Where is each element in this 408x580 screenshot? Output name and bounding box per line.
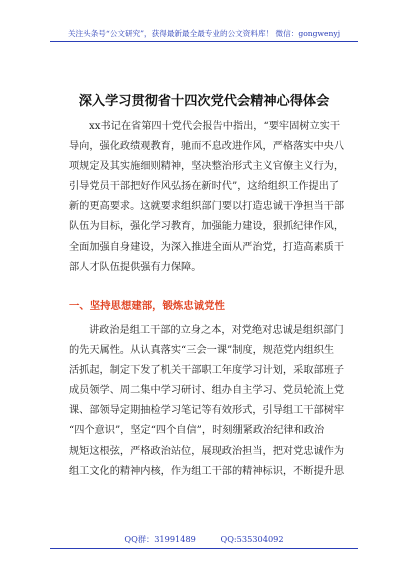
paragraph-line: xx书记在省第四十党代会报告中指出，“要牢固树立实干 xyxy=(89,121,341,132)
footer-divider xyxy=(50,548,358,549)
paragraph-line: 项规定及其实施细则精神，坚决整治形式主义官僚主义行为， xyxy=(69,161,345,173)
header-divider xyxy=(50,41,358,42)
paragraph-line: 讲政治是组工干部的立身之本，对党绝对忠诚是组织部门 xyxy=(89,325,344,336)
paragraph-line: 规矩这根弦，严格政治站位，展现政治担当，把对党忠诚作为 xyxy=(69,445,345,457)
document-title: 深入学习贯彻省十四次党代会精神心得体会 xyxy=(78,94,330,109)
body-paragraph xyxy=(69,321,355,482)
footer-qq-group: QQ群：31991489 xyxy=(124,534,196,544)
paragraph-line: 导向，强化政绩观教育，驰而不息改进作风，严格落实中央八 xyxy=(69,141,345,153)
paragraph-line: 课、部领导定期抽检学习笔记等有效形式，引导组工干部树牢 xyxy=(69,405,345,417)
paragraph-line: “四个意识”，坚定“四个自信”，时刻绷紧政治纪律和政治 xyxy=(69,425,325,437)
paragraph-line: 全面加强自身建设，为深入推进全面从严治党，打造高素质干 xyxy=(69,241,345,253)
section-heading: 一、坚持思想建部，锻炼忠诚党性 xyxy=(69,300,225,312)
paragraph-line: 部人才队伍提供强有力保障。 xyxy=(69,261,202,273)
paragraph-line: 引导党员干部把好作风弘扬在新时代”，这给组织工作提出了 xyxy=(69,181,340,193)
paragraph-line: 的先天属性。从认真落实“三会一课”制度，规范党内组织生 xyxy=(69,345,335,357)
intro-paragraph xyxy=(69,117,355,278)
paragraph-line: 新的更高要求。这就要求组织部门要以打造忠诚干净担当干部 xyxy=(69,201,345,213)
footer-qq-number: QQ:535304092 xyxy=(220,534,284,544)
paragraph-line: 组工文化的精神内核，作为组工干部的精神标识，不断提升思 xyxy=(69,465,345,477)
footer-contact xyxy=(0,534,408,545)
paragraph-line: 队伍为目标，强化学习教育，加强能力建设，狠抓纪律作风， xyxy=(69,221,345,233)
header-banner: 关注头条号“公文研究”，获得最新最全最专业的公文资料库！ 微信：gongwenyj xyxy=(67,29,341,38)
paragraph-line: 成员领学、周二集中学习研讨、组办自主学习、党员轮流上党 xyxy=(69,385,345,397)
paragraph-line: 活抓起，制定下发了机关干部职工年度学习计划，采取部班子 xyxy=(69,365,345,377)
